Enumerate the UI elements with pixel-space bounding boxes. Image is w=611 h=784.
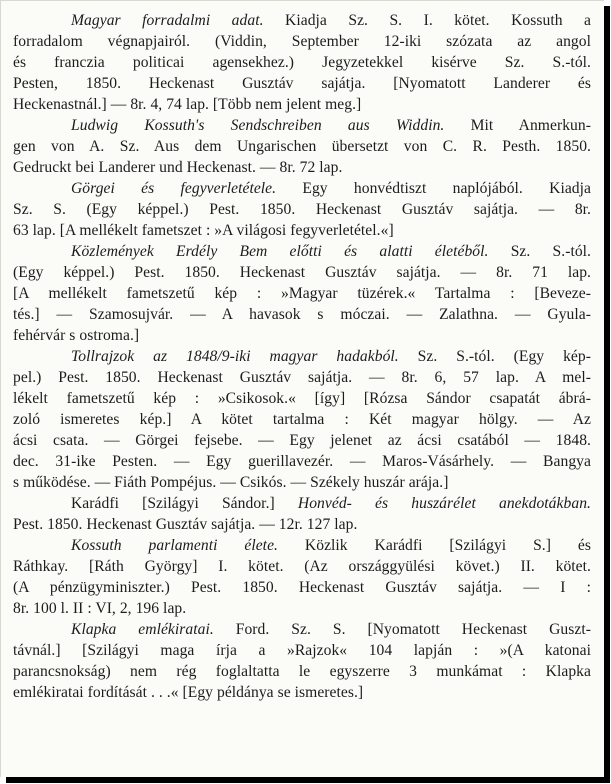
text-segment: Gedruckt bei Landerer und Heckenast. — 8r. 72 lap.: [13, 159, 343, 176]
text-segment: Pesten, 1850. Heckenast Gusztáv sajátja. [Nyomatott Landerer és: [13, 75, 591, 92]
text-line: [13, 31, 591, 52]
text-segment: ácsi csata. — Görgei fejsebe. — Egy jelenet az ácsi csatából — 1848.: [13, 432, 591, 449]
text-line: [13, 430, 591, 451]
text-line: [13, 640, 591, 661]
text-segment: Sz. S.-tól. (Egy kép-: [398, 348, 591, 365]
page-shadow-bottom: [6, 777, 610, 783]
text-segment: Sz. S. (Egy képpel.) Pest. 1850. Heckenast Gusztáv sajátja. — 8r.: [13, 201, 591, 218]
book-title: Görgei és fegyverletétele.: [71, 180, 277, 197]
book-title: Honvéd- és huszárélet anekdotákban.: [297, 495, 591, 512]
text-line: [13, 94, 591, 115]
text-line: [13, 409, 591, 430]
text-segment: (Egy képpel.) Pest. 1850. Heckenast Gusztáv sajátja. — 8r. 71 lap.: [13, 264, 591, 281]
book-title: Tollrajzok az 1848/9-iki magyar hadakból.: [71, 348, 399, 365]
text-line: [13, 52, 591, 73]
text-segment: 63 lap. [A mellékelt fametszet : »A világosi fegyverletétel.«]: [13, 222, 394, 239]
text-segment: lékelt fametszetű kép : »Csikosok.« [így] [Rózsa Sándor csapatát ábrá-: [13, 390, 591, 407]
entry-first-line: [13, 535, 591, 556]
entry-first-line: [13, 115, 591, 136]
text-segment: Pest. 1850. Heckenast Gusztáv sajátja. — 12r. 127 lap.: [13, 516, 358, 533]
text-line: [13, 556, 591, 577]
text-line: [13, 367, 591, 388]
text-line: [13, 451, 591, 472]
text-segment: forradalom végnapjairól. (Viddin, September 12-iki szózata az angol: [13, 33, 591, 50]
book-title: Kossuth parlamenti élete.: [71, 537, 278, 554]
text-segment: tés.] — Szamosujvár. — A havasok s móczai. — Zalathna. — Gyula-: [13, 306, 591, 323]
text-line: [13, 514, 591, 535]
text-line: [13, 661, 591, 682]
text-segment: zoló ismeretes kép.] A kötet tartalma : Két magyar hölgy. — Az: [13, 411, 591, 428]
text-line: [13, 577, 591, 598]
page-shadow-right: [604, 6, 610, 783]
text-segment: Kiadja Sz. S. I. kötet. Kossuth a: [263, 12, 591, 29]
book-title: Magyar forradalmi adat.: [71, 12, 264, 29]
text-segment: Egy honvédtiszt naplójából. Kiadja: [276, 180, 591, 197]
text-segment: pel.) Pest. 1850. Heckenast Gusztáv sajátja. — 8r. 6, 57 lap. A mel-: [13, 369, 591, 386]
text-segment: (A pénzügyminiszter.) Pest. 1850. Heckenast Gusztáv sajátja. — I :: [13, 579, 591, 596]
text-line: [13, 325, 591, 346]
text-line: [13, 262, 591, 283]
book-title: Közlemények Erdély Bem előtti és alatti életéből.: [71, 243, 489, 260]
text-line: [13, 388, 591, 409]
text-line: [13, 220, 591, 241]
text-segment: Közlik Karádfi [Szilágyi S.] és: [278, 537, 591, 554]
text-segment: Heckenastnál.] — 8r. 4, 74 lap. [Több nem jelent meg.]: [13, 96, 362, 113]
text-segment: és franczia politicai agensekhez.) Jegyzetekkel kisérve Sz. S.-tól.: [13, 54, 591, 71]
text-segment: fehérvár s ostroma.]: [13, 327, 140, 344]
text-segment: [A mellékelt fametszetű kép : »Magyar tüzérek.« Tartalma : [Beveze-: [13, 285, 591, 302]
entry-first-line: [13, 346, 591, 367]
text-segment: dec. 31-ike Pesten. — Egy guerillavezér. — Maros-Vásárhely. — Bangya: [13, 453, 591, 470]
text-line: [13, 199, 591, 220]
text-segment: Mit Anmerkun-: [444, 117, 591, 134]
text-line: [13, 472, 591, 493]
text-line: [13, 682, 591, 703]
text-segment: Sz. S.-tól.: [488, 243, 592, 260]
entry-first-line: [13, 241, 591, 262]
text-line: [13, 598, 591, 619]
text-segment: s működése. — Fiáth Pompéjus. — Csikós. — Székely huszár arája.]: [13, 474, 449, 491]
text-line: [13, 157, 591, 178]
text-segment: távnál.] [Szilágyi maga írja a »Rajzok« 104 lapján : »(A katonai: [13, 642, 591, 659]
entry-first-line: [13, 10, 591, 31]
entry-first-line: [13, 493, 591, 514]
book-title: Ludwig Kossuth's Sendschreiben aus Widdin.: [71, 117, 445, 134]
text-line: [13, 304, 591, 325]
text-line: [13, 136, 591, 157]
text-line: [13, 283, 591, 304]
text-line: [13, 73, 591, 94]
book-title: Klapka emlékiratai.: [71, 621, 214, 638]
text-segment: Karádfi [Szilágyi Sándor.]: [71, 495, 298, 512]
entry-first-line: [13, 619, 591, 640]
text-segment: gen von A. Sz. Aus dem Ungarischen übersetzt von C. R. Pesth. 1850.: [13, 138, 591, 155]
text-segment: parancsnokság) nem rég foglaltatta le egyszerre 3 munkámat : Klapka: [13, 663, 591, 680]
text-segment: Ford. Sz. S. [Nyomatott Heckenast Guszt-: [213, 621, 591, 638]
text-segment: 8r. 100 l. II : VI, 2, 196 lap.: [13, 600, 187, 617]
text-segment: Ráthkay. [Ráth György] I. kötet. (Az országgyülési követ.) II. kötet.: [13, 558, 591, 575]
entry-first-line: [13, 178, 591, 199]
text-segment: emlékiratai fordítását . . .« [Egy példánya se ismeretes.]: [13, 684, 364, 701]
bibliography-text: [13, 10, 591, 703]
